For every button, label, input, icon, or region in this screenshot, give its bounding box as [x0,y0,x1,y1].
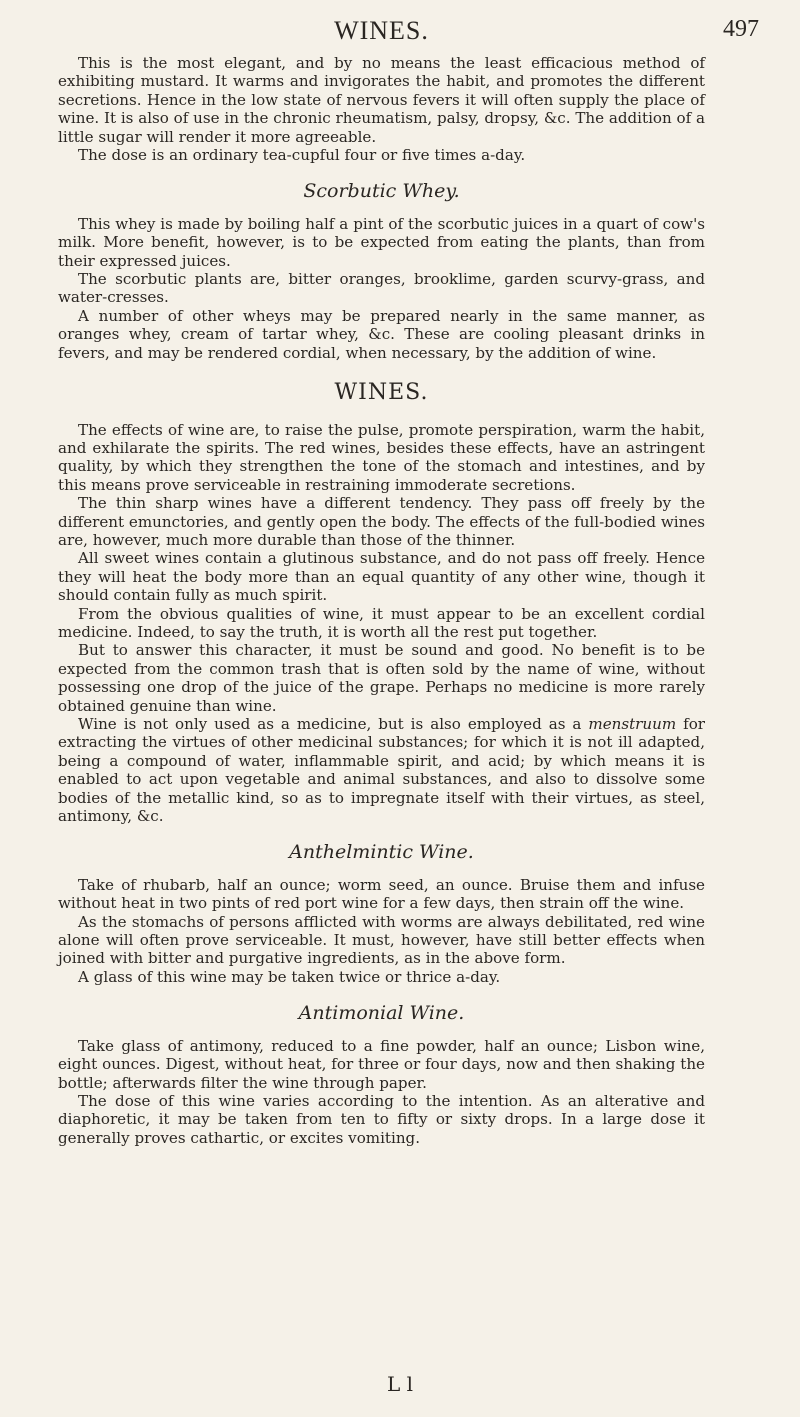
wines-heading: WINES. [334,380,429,406]
scorbutic-whey-heading: Scorbutic Whey. [303,180,460,203]
mustard-whey-paragraph-2: The dose is an ordinary tea-cupful four or five times a-day. [78,146,526,165]
menstruum-term: menstruum [588,715,677,733]
wines-paragraph-5: But to answer this character, it must be sound and good. No benefit is to be expected from the common trash that is often sold by the name of wine, without possessing one drop of the juice of the grape. Perhaps no medicine is more rarely obtained genuine than wine. [58,641,705,715]
wines-paragraph-6-start: Wine is not only used as a medicine, but is also employed as a [78,715,589,733]
wines-paragraph-4: From the obvious qualities of wine, it must appear to be an excellent cordial medicine. Indeed, to say the truth, it is worth all the rest put together. [58,604,705,641]
antimonial-wine-paragraph-2: The dose of this wine varies according to the intention. As an alterative and diaphoretic, it may be taken from ten to fifty or sixty drops. In a large dose it generally proves cathartic, or excites vomiting. [58,1091,705,1147]
anthelmintic-wine-paragraph-2: As the stomachs of persons afflicted with worms are always debilitated, red wine alone will often prove serviceable. It must, however, have still better effects when joined with bitter and purgative ingredients, as in the above form. [58,912,705,968]
wines-paragraph-6-end: for extracting the virtues of other medicinal substances; for which it is not ill adapted, being a compound of water, inflammable spirit, and acid; by which means it is enabled to act upon vegetable and animal substances, and also to dissolve some bodies of the metallic kind, so as to impregnate itself with their virtues, as steel, antimony, &c. [58,715,706,826]
anthelmintic-wine-paragraph-1: Take of rhubarb, half an ounce; worm seed, an ounce. Bruise them and infuse without heat in two pints of red port wine for a few days, then strain off the wine. [58,875,705,913]
wines-paragraph-6 [58,715,705,825]
wines-paragraph-1: The effects of wine are, to raise the pulse, promote perspiration, warm the habit, and exhilarate the spirits. The red wines, besides these effects, have an astringent quality, by which they strengthen the tone of the stomach and intestines, and by this means prove serviceable in restraining immoderate secretions. [58,420,705,494]
page-number: 497 [723,16,759,42]
signature-mark: L l [386,1372,414,1396]
scorbutic-whey-paragraph-3: A number of other wheys may be prepared nearly in the same manner, as oranges whey, cream of tartar whey, &c. These are cooling pleasant drinks in fevers, and may be rendered cordial, when necessary, by the addition of wine. [58,306,705,362]
antimonial-wine-heading: Antimonial Wine. [298,1002,465,1025]
page-body [58,54,705,1147]
antimonial-wine-paragraph-1: Take glass of antimony, reduced to a fine powder, half an ounce; Lisbon wine, eight ounces. Digest, without heat, for three or four days, now and then shaking the bottle; afterwards filter the wine through paper. [58,1036,705,1092]
scorbutic-whey-paragraph-2: The scorbutic plants are, bitter oranges, brooklime, garden scurvy-grass, and water-cresses. [58,270,705,307]
wines-paragraph-2: The thin sharp wines have a different tendency. They pass off freely by the different emunctories, and gently open the body. The effects of the full-bodied wines are, however, much more durable than those of the thinner. [58,494,705,549]
anthelmintic-wine-paragraph-3: A glass of this wine may be taken twice or thrice a-day. [78,967,501,986]
running-title: WINES. [334,16,429,45]
anthelmintic-wine-heading: Anthelmintic Wine. [289,841,474,864]
wines-paragraph-3: All sweet wines contain a glutinous substance, and do not pass off freely. Hence they will heat the body more than an equal quantity of any other wine, though it should contain fully as much spirit. [58,549,705,605]
running-head [58,0,759,54]
mustard-whey-paragraph-1: This is the most elegant, and by no means the least efficacious method of exhibiting mustard. It warms and invigorates the habit, and promotes the different secretions. Hence in the low state of nervous fevers it will often supply the place of wine. It is also of use in the chronic rheumatism, palsy, dropsy, &c. The addition of a little sugar will render it more agreeable. [58,54,705,146]
scorbutic-whey-paragraph-1: This whey is made by boiling half a pint of the scorbutic juices in a quart of cow's milk. More benefit, however, is to be expected from eating the plants, than from their expressed juices. [58,214,705,270]
